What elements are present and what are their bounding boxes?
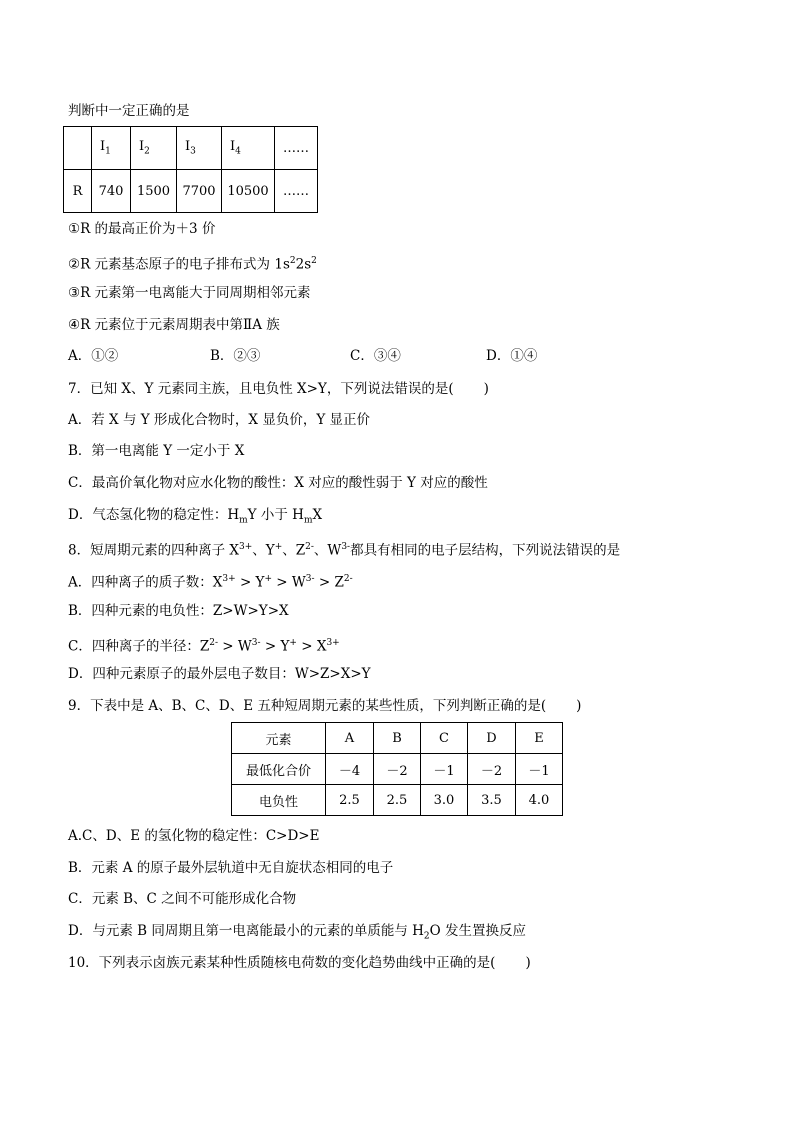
table-cell: －2: [374, 754, 421, 785]
statement-2: ②R 元素基态原子的电子排布式为 $1s^22s^2$: [68, 256, 317, 273]
table-row: [64, 170, 318, 213]
table-cell: 电负性: [232, 785, 326, 816]
table-cell: B: [374, 723, 421, 754]
table-cell: －4: [326, 754, 374, 785]
table-cell: －2: [468, 754, 516, 785]
table-cell: 2.5: [326, 785, 374, 816]
table-cell: E: [516, 723, 563, 754]
table-cell: －1: [421, 754, 468, 785]
q8-option-b: B．四种元素的电负性：Z>W>Y>X: [68, 603, 289, 619]
table-cell: $I_2$: [131, 127, 177, 170]
table-cell: 3.0: [421, 785, 468, 816]
q7-option-a: A．若 X 与 Y 形成化合物时，X 显负价，Y 显正价: [68, 412, 371, 428]
table-cell: R: [64, 170, 92, 213]
q7-option-b: B．第一电离能 Y 一定小于 X: [68, 443, 245, 459]
table-cell: 2.5: [374, 785, 421, 816]
option-c: C．③④: [350, 348, 401, 364]
table-cell: ……: [275, 170, 318, 213]
q7-option-c: C．最高价氧化物对应水化物的酸性：X 对应的酸性弱于 Y 对应的酸性: [68, 475, 488, 491]
table-cell: 最低化合价: [232, 754, 326, 785]
q9-option-c: C．元素 B、C 之间不可能形成化合物: [68, 891, 297, 907]
table-cell: D: [468, 723, 516, 754]
q8-option-a: A．四种离子的质子数：$X^{3+} > Y^+ > W^{3-} > Z^{2-}$: [68, 574, 353, 591]
table-cell: 740: [92, 170, 131, 213]
q10-stem: 10．下列表示卤族元素某种性质随核电荷数的变化趋势曲线中正确的是( ): [68, 955, 531, 971]
table-cell: 10500: [222, 170, 275, 213]
table-cell: $I_4$: [222, 127, 275, 170]
table-cell: 元素: [232, 723, 326, 754]
table-cell: $I_3$: [177, 127, 222, 170]
q9-option-a: A.C、D、E 的氢化物的稳定性：C>D>E: [68, 828, 320, 844]
q9-stem: 9．下表中是 A、B、C、D、E 五种短周期元素的某些性质，下列判断正确的是( ): [68, 698, 582, 714]
q6-options: [68, 346, 628, 366]
table-row: [232, 754, 563, 785]
table-row: [232, 723, 563, 754]
table-cell: $I_1$: [92, 127, 131, 170]
table-row: [232, 785, 563, 816]
table-cell: 1500: [131, 170, 177, 213]
table-cell: 4.0: [516, 785, 563, 816]
table-cell: 7700: [177, 170, 222, 213]
q8-option-d: D．四种元素原子的最外层电子数目：W>Z>X>Y: [68, 666, 371, 682]
table-cell: －1: [516, 754, 563, 785]
table-cell: ……: [275, 127, 318, 170]
table-cell: A: [326, 723, 374, 754]
question-intro: 判断中一定正确的是: [68, 103, 190, 119]
q7-option-d: D．气态氢化物的稳定性：$H_mY$ 小于 $H_mX$: [68, 507, 323, 526]
q8-option-c: C．四种离子的半径：$Z^{2-} > W^{3-} > Y^+ > X^{3+}$: [68, 638, 340, 655]
statement-1: ①R 的最高正价为＋3 价: [68, 221, 216, 237]
q7-stem: 7．已知 X、Y 元素同主族，且电负性 X>Y，下列说法错误的是( ): [68, 381, 489, 397]
q9-option-d: D．与元素 B 同周期且第一电离能最小的元素的单质能与 $H_2O$ 发生置换反应: [68, 923, 526, 942]
table-row: [64, 127, 318, 170]
table-cell: 3.5: [468, 785, 516, 816]
statement-4: ④R 元素位于元素周期表中第ⅡA 族: [68, 317, 280, 333]
table-cell: [64, 127, 92, 170]
option-b: B．②③: [210, 348, 261, 364]
table-cell: C: [421, 723, 468, 754]
q9-option-b: B．元素 A 的原子最外层轨道中无自旋状态相同的电子: [68, 860, 394, 876]
element-properties-table: [231, 722, 563, 816]
q8-stem: 8．短周期元素的四种离子 $X^{3+}$、Y+、$Z^{2-}$、$W^{3-}$都具有相同的电子层结构，下列说法错误的是: [68, 542, 621, 559]
ionization-energy-table: [63, 126, 318, 213]
statement-3: ③R 元素第一电离能大于同周期相邻元素: [68, 285, 311, 301]
option-d: D．①④: [486, 348, 538, 364]
option-a: A．①②: [68, 348, 119, 364]
